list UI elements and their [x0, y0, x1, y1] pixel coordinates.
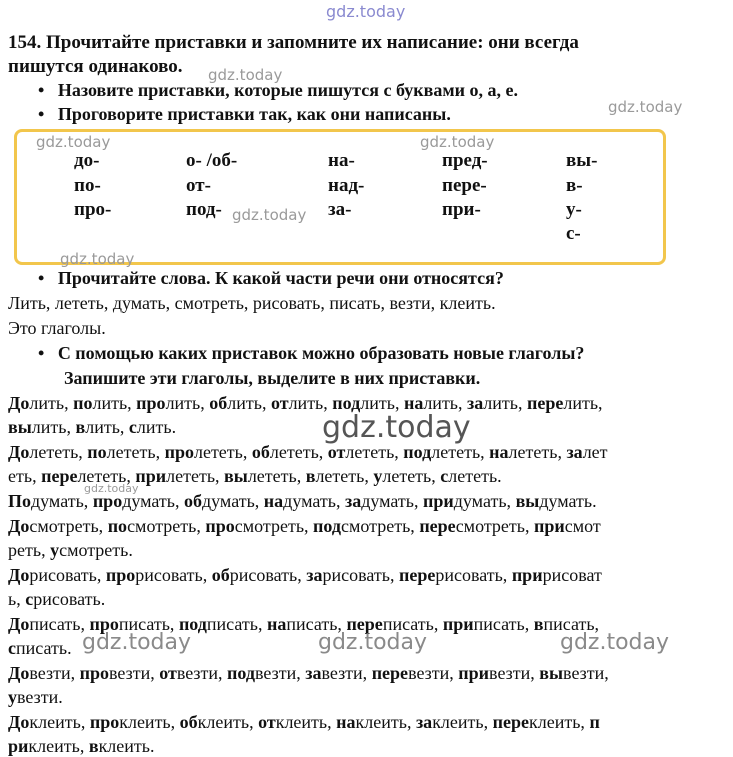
prefix-ot: от-: [186, 175, 211, 196]
prefix-highlight: у: [8, 687, 17, 707]
prefix-highlight: про: [136, 393, 166, 413]
prefix-na: на-: [328, 150, 355, 171]
prefix-highlight: за: [566, 442, 583, 462]
word-rest: лить,: [563, 393, 603, 413]
bullet-3-text: Прочитайте слова. К какой части речи они относятся?: [57, 268, 504, 288]
prefix-highlight: про: [89, 712, 120, 732]
prefix-highlight: По: [8, 491, 32, 511]
word-rest: думать,: [361, 491, 423, 511]
word-rest: думать.: [539, 491, 597, 511]
prefix-highlight: с: [25, 589, 34, 609]
prefix-pro: про-: [74, 199, 112, 220]
word-rest: лететь,: [77, 466, 136, 486]
word-rest: лететь,: [508, 442, 567, 462]
bullet-2-text: Проговорите приставки так, как они написаны.: [57, 104, 451, 124]
word-rest: лить,: [360, 393, 404, 413]
prefix-nad: над-: [328, 175, 365, 196]
prefix-highlight: про: [105, 565, 136, 585]
prefix-highlight: про: [89, 614, 119, 634]
word-rest: лить,: [29, 393, 74, 413]
word-rest: клеить,: [28, 736, 89, 756]
word-rest: везти.: [17, 687, 63, 707]
word-rest: смотреть,: [234, 516, 314, 536]
prefix-highlight: при: [458, 663, 490, 683]
word-rest: еть,: [8, 466, 42, 486]
prefix-highlight: на: [263, 491, 284, 511]
watermark: gdz.today: [232, 206, 307, 224]
word-rest: лететь,: [382, 466, 441, 486]
bullet-4-text: С помощью каких приставок можно образовать новые глаголы?: [57, 343, 585, 363]
prefix-highlight: при: [533, 516, 565, 536]
watermark-large: gdz.today: [322, 410, 471, 445]
prefix-highlight: До: [8, 614, 30, 634]
word-rest: лететь,: [315, 466, 374, 486]
prefix-highlight: с: [128, 417, 137, 437]
verb-line: [8, 736, 155, 757]
word-rest: лить,: [165, 393, 210, 413]
bullet-4-line2: Запишите эти глаголы, выделите в них приставки.: [64, 368, 481, 388]
word-rest: лить,: [227, 393, 271, 413]
prefix-s: с-: [566, 223, 581, 244]
word-rest: писать,: [118, 614, 179, 634]
word-rest: писать.: [16, 638, 72, 658]
word-rest: лить,: [31, 417, 76, 437]
prefix-highlight: вы: [224, 466, 248, 486]
word-rest: смотреть,: [127, 516, 206, 536]
prefix-highlight: под: [403, 442, 432, 462]
word-rest: лить,: [423, 393, 468, 413]
prefix-highlight: от: [258, 712, 276, 732]
prefix-highlight: под: [227, 663, 256, 683]
prefix-highlight: в: [75, 417, 86, 437]
prefix-highlight: на: [489, 442, 509, 462]
prefix-highlight: До: [8, 516, 30, 536]
word-rest: лететь,: [29, 442, 88, 462]
prefix-highlight: про: [205, 516, 235, 536]
verb-line: [8, 663, 609, 684]
prefix-highlight: под: [332, 393, 361, 413]
prefix-highlight: п: [589, 712, 600, 732]
prefix-highlight: от: [327, 442, 346, 462]
prefix-highlight: До: [8, 663, 30, 683]
prefix-highlight: за: [415, 712, 433, 732]
task-title-line1: 154. Прочитайте приставки и запомните их написание: они всегда: [8, 32, 579, 53]
word-rest: клеить,: [355, 712, 416, 732]
prefix-highlight: об: [184, 491, 202, 511]
word-rest: везти,: [408, 663, 459, 683]
bullet-2: • Проговорите приставки так, как они написаны.: [38, 104, 451, 124]
word-rest: лететь,: [431, 442, 490, 462]
word-rest: лет: [582, 442, 608, 462]
word-rest: рисовать,: [135, 565, 212, 585]
prefix-highlight: вы: [539, 663, 564, 683]
watermark: gdz.today: [60, 250, 135, 268]
word-rest: клеить,: [529, 712, 590, 732]
prefix-highlight: об: [179, 712, 198, 732]
prefix-pere: пере-: [442, 175, 487, 196]
word-rest: лить.: [136, 417, 177, 437]
word-rest: везти,: [29, 663, 80, 683]
prefix-pri: при-: [442, 199, 481, 220]
prefix-highlight: ри: [8, 736, 29, 756]
watermark: gdz.today: [36, 133, 111, 151]
bullet-4: • С помощью каких приставок можно образовать новые глаголы?: [38, 343, 585, 363]
prefix-za: за-: [328, 199, 352, 220]
word-rest: реть,: [8, 540, 51, 560]
answer-text: Это глаголы.: [8, 318, 106, 338]
word-rest: лететь,: [247, 466, 306, 486]
word-rest: ь,: [8, 589, 26, 609]
word-rest: писать,: [206, 614, 267, 634]
prefix-highlight: об: [209, 393, 228, 413]
verb-line: [8, 540, 133, 561]
prefix-highlight: про: [79, 663, 109, 683]
prefix-highlight: пере: [419, 516, 456, 536]
word-rest: думать,: [283, 491, 345, 511]
prefix-highlight: от: [159, 663, 177, 683]
bullet-3: • Прочитайте слова. К какой части речи они относятся?: [38, 268, 504, 288]
prefix-v: в-: [566, 175, 583, 196]
prefix-highlight: пере: [41, 466, 78, 486]
verb-line: [8, 442, 608, 463]
word-rest: думать,: [453, 491, 516, 511]
word-rest: клеить,: [119, 712, 180, 732]
word-rest: лететь,: [345, 442, 404, 462]
prefix-highlight: пере: [398, 565, 436, 585]
prefix-po: по-: [74, 175, 101, 196]
prefix-highlight: в: [533, 614, 544, 634]
prefix-highlight: об: [211, 565, 230, 585]
word-rest: везти,: [321, 663, 372, 683]
word-rest: писать,: [286, 614, 347, 634]
prefix-highlight: за: [344, 491, 362, 511]
prefix-highlight: До: [8, 712, 30, 732]
prefix-highlight: пере: [346, 614, 383, 634]
prefix-highlight: на: [403, 393, 424, 413]
word-rest: писать,: [29, 614, 90, 634]
word-rest: думать,: [31, 491, 93, 511]
prefix-vy: вы-: [566, 150, 598, 171]
word-rest: клеить,: [275, 712, 337, 732]
word-rest: смот: [564, 516, 601, 536]
word-rest: лететь,: [193, 442, 252, 462]
word-rest: лететь,: [166, 466, 225, 486]
word-rest: лететь,: [106, 442, 165, 462]
word-rest: рисовать,: [322, 565, 399, 585]
prefix-highlight: До: [8, 565, 30, 585]
word-rest: лететь.: [448, 466, 502, 486]
prefix-highlight: в: [88, 736, 99, 756]
prefix-highlight: под: [178, 614, 207, 634]
word-rest: думать,: [122, 491, 184, 511]
word-rest: клеить.: [98, 736, 155, 756]
verb-line: [8, 687, 63, 708]
task-title-line2: пишутся одинаково.: [8, 56, 183, 77]
prefix-highlight: с: [8, 638, 16, 658]
bullet-1-text: Назовите приставки, которые пишутся с буквами о, а, е.: [57, 80, 518, 100]
word-rest: писать,: [543, 614, 600, 634]
prefix-highlight: у: [373, 466, 383, 486]
watermark-top: gdz.today: [326, 2, 406, 21]
prefix-highlight: при: [511, 565, 543, 585]
watermark: gdz.today: [560, 630, 670, 655]
prefix-highlight: по: [87, 442, 107, 462]
word-rest: лить,: [92, 393, 137, 413]
prefix-highlight: по: [107, 516, 128, 536]
prefix-highlight: До: [8, 442, 30, 462]
prefix-u: у-: [566, 199, 582, 220]
word-rest: клеить,: [197, 712, 259, 732]
prefix-highlight: пере: [526, 393, 564, 413]
prefix-highlight: пере: [371, 663, 409, 683]
watermark: gdz.today: [208, 66, 283, 84]
word-rest: смотреть,: [455, 516, 534, 536]
word-rest: клеить,: [432, 712, 493, 732]
word-rest: везти,: [563, 663, 609, 683]
bullet-1: • Назовите приставки, которые пишутся с буквами о, а, е.: [38, 80, 518, 100]
verb-line: [8, 393, 603, 414]
prefix-highlight: при: [135, 466, 167, 486]
word-rest: везти,: [489, 663, 540, 683]
verb-line: [8, 712, 600, 733]
watermark: gdz.today: [608, 98, 683, 116]
prefix-highlight: при: [442, 614, 474, 634]
word-rest: лить,: [483, 393, 527, 413]
prefix-highlight: про: [92, 491, 123, 511]
prefix-highlight: на: [266, 614, 287, 634]
word-rest: лететь,: [269, 442, 328, 462]
prefix-pod: под-: [186, 199, 222, 220]
prefix-highlight: под: [313, 516, 342, 536]
verb-line: [8, 466, 502, 487]
prefix-highlight: об: [251, 442, 270, 462]
word-rest: везти,: [255, 663, 306, 683]
word-list: Лить, лететь, думать, смотреть, рисовать, писать, везти, клеить.: [8, 293, 496, 313]
word-rest: рисовать,: [435, 565, 512, 585]
prefix-highlight: за: [467, 393, 484, 413]
prefix-highlight: с: [440, 466, 449, 486]
prefix-highlight: при: [423, 491, 454, 511]
prefix-do: до-: [74, 150, 100, 171]
verb-line: [8, 516, 601, 537]
watermark: gdz.today: [318, 630, 428, 655]
prefix-highlight: у: [50, 540, 60, 560]
word-rest: рисовать,: [29, 565, 106, 585]
verb-line: [8, 638, 72, 659]
word-rest: лить,: [85, 417, 129, 437]
prefix-highlight: за: [305, 663, 322, 683]
word-rest: лить,: [288, 393, 333, 413]
prefix-highlight: от: [270, 393, 289, 413]
prefix-highlight: по: [73, 393, 93, 413]
word-rest: рисовать.: [33, 589, 106, 609]
verb-line: [8, 417, 176, 438]
prefix-highlight: на: [336, 712, 356, 732]
word-rest: смотреть,: [29, 516, 108, 536]
prefix-highlight: вы: [515, 491, 540, 511]
watermark: gdz.today: [82, 630, 192, 655]
word-rest: смотреть,: [341, 516, 420, 536]
word-rest: везти,: [109, 663, 160, 683]
verb-line: [8, 565, 602, 586]
word-rest: думать,: [202, 491, 264, 511]
prefix-pred: пред-: [442, 150, 488, 171]
watermark-small: gdz.today: [84, 482, 139, 495]
prefix-highlight: вы: [8, 417, 32, 437]
word-rest: писать,: [382, 614, 443, 634]
prefix-o-ob: о- /об-: [186, 150, 238, 171]
verb-line: [8, 589, 105, 610]
word-rest: писать,: [473, 614, 534, 634]
prefix-highlight: за: [306, 565, 323, 585]
prefix-highlight: пере: [492, 712, 529, 732]
word-rest: смотреть.: [59, 540, 133, 560]
word-rest: рисоват: [542, 565, 602, 585]
word-rest: рисовать,: [229, 565, 307, 585]
watermark: gdz.today: [420, 133, 495, 151]
word-rest: клеить,: [29, 712, 90, 732]
word-rest: везти,: [176, 663, 228, 683]
prefix-highlight: про: [164, 442, 194, 462]
prefix-highlight: в: [305, 466, 316, 486]
prefix-highlight: До: [8, 393, 30, 413]
